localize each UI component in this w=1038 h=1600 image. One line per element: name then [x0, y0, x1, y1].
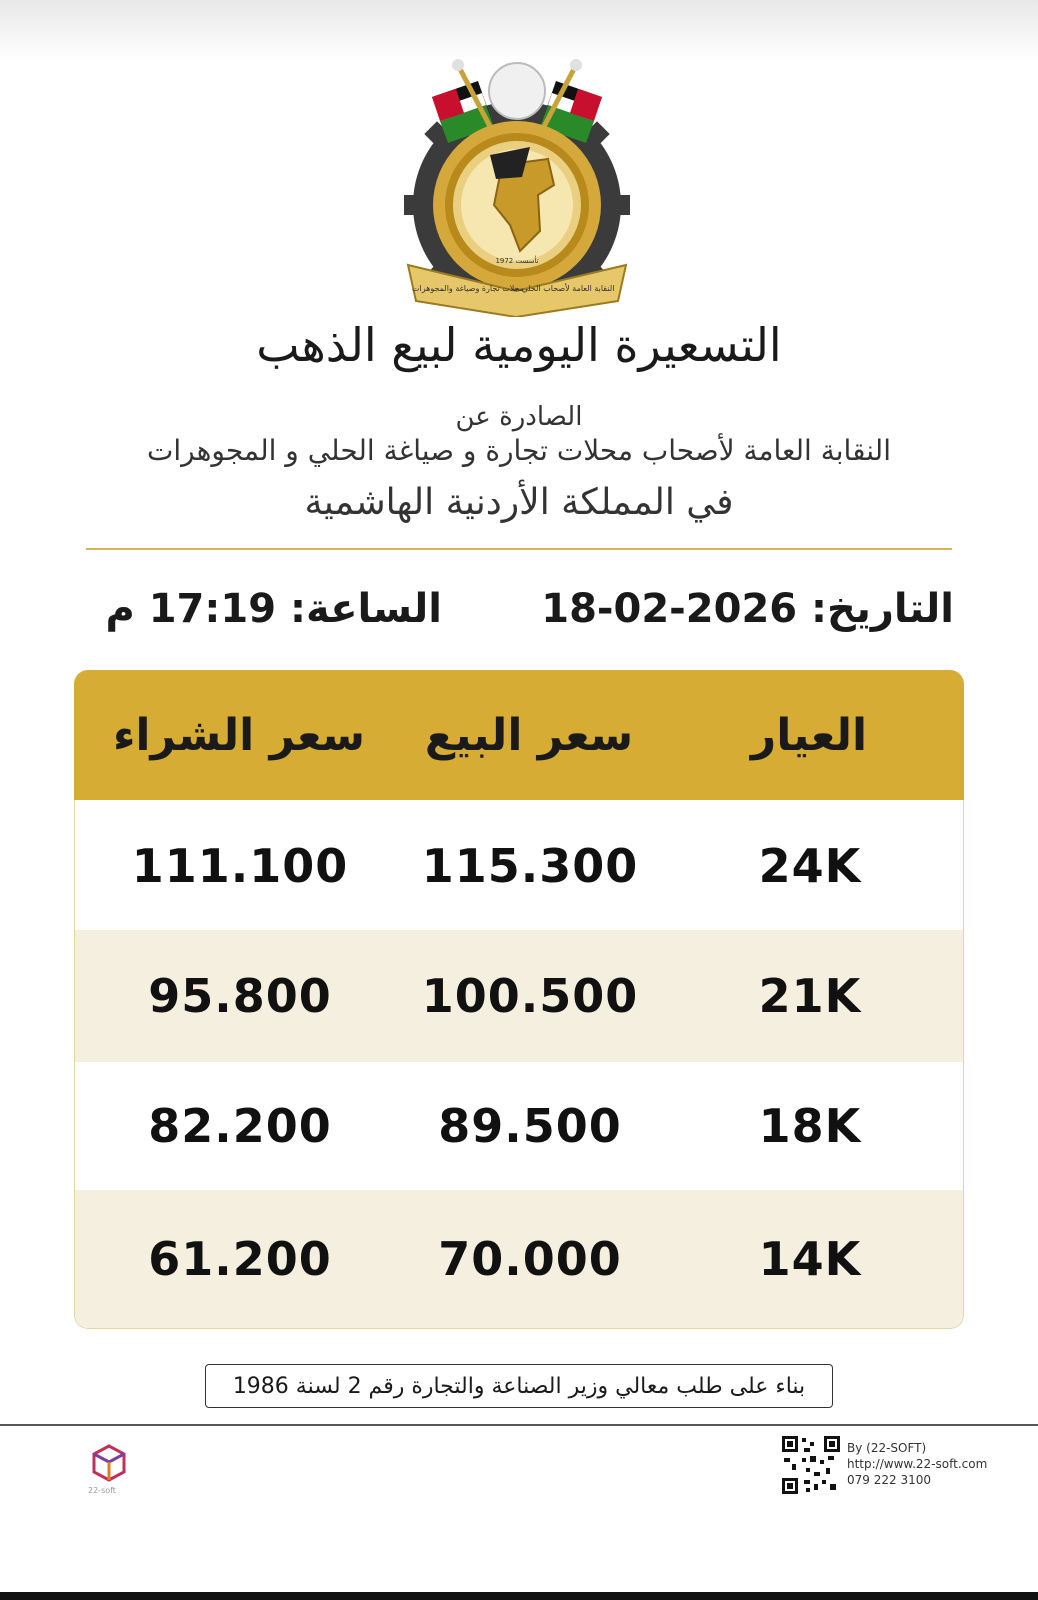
- karat-cell: 18K: [758, 1099, 862, 1153]
- header-buy-price: سعر الشراء: [112, 709, 366, 761]
- sell-price-cell: 115.300: [421, 839, 639, 893]
- buy-price-cell: 111.100: [131, 839, 349, 893]
- karat-cell: 14K: [758, 1232, 862, 1286]
- table-row: [75, 1190, 963, 1328]
- buy-price-cell: 82.200: [148, 1099, 332, 1153]
- buy-price-cell: 61.200: [148, 1232, 332, 1286]
- table-row: [75, 1060, 963, 1192]
- cube-logo-icon: [90, 1442, 128, 1492]
- time-field: [105, 586, 442, 632]
- emblem-center-text: تأسست 1972: [495, 257, 539, 265]
- vendor-credit: [847, 1440, 987, 1488]
- organization-name: النقابة العامة لأصحاب محلات تجارة و صياغة الحلي و المجوهرات: [147, 434, 891, 467]
- table-header: [74, 670, 964, 800]
- ribbon-left-text: محلات تجارة وصياغة والمجوهرات: [411, 284, 525, 293]
- date-value: 18-02-2026: [541, 586, 798, 632]
- ministerial-decree-note: بناء على طلب معالي وزير الصناعة والتجارة رقم 2 لسنة 1986: [205, 1364, 833, 1408]
- qr-code-icon: [780, 1434, 842, 1496]
- divider: [86, 548, 952, 550]
- table-row: [75, 930, 963, 1062]
- bottom-bar: [0, 1592, 1038, 1600]
- time-suffix: م: [105, 586, 135, 632]
- footer-divider: [0, 1424, 1038, 1426]
- date-label: التاريخ:: [811, 586, 954, 632]
- header-sell-price: سعر البيع: [424, 709, 634, 761]
- syndicate-emblem-logo: [398, 55, 636, 317]
- karat-cell: 24K: [758, 839, 862, 893]
- gold-price-table: [74, 670, 964, 1330]
- time-label: الساعة:: [289, 586, 442, 632]
- page-title: التسعيرة اليومية لبيع الذهب: [256, 318, 782, 372]
- sell-price-cell: 100.500: [421, 969, 639, 1023]
- table-row: [75, 800, 963, 932]
- vendor-logo-text: 22-soft: [88, 1486, 116, 1495]
- table-body: [74, 800, 964, 1329]
- top-shade: [0, 0, 1038, 60]
- country-name: في المملكة الأردنية الهاشمية: [304, 482, 734, 523]
- sell-price-cell: 70.000: [438, 1232, 622, 1286]
- credit-by: By (22-SOFT): [847, 1441, 927, 1455]
- header-karat: العيار: [750, 709, 868, 761]
- issued-by-label: الصادرة عن: [455, 402, 583, 432]
- buy-price-cell: 95.800: [148, 969, 332, 1023]
- time-value: 17:19: [148, 586, 277, 632]
- diamond-icon: [489, 63, 545, 119]
- karat-cell: 21K: [758, 969, 862, 1023]
- date-field: [541, 586, 954, 632]
- credit-url[interactable]: http://www.22-soft.com: [847, 1457, 988, 1471]
- credit-phone: 079 222 3100: [847, 1473, 931, 1487]
- ribbon-right-text: النقابة العامة لأصحاب الحلي: [521, 284, 615, 293]
- sell-price-cell: 89.500: [438, 1099, 622, 1153]
